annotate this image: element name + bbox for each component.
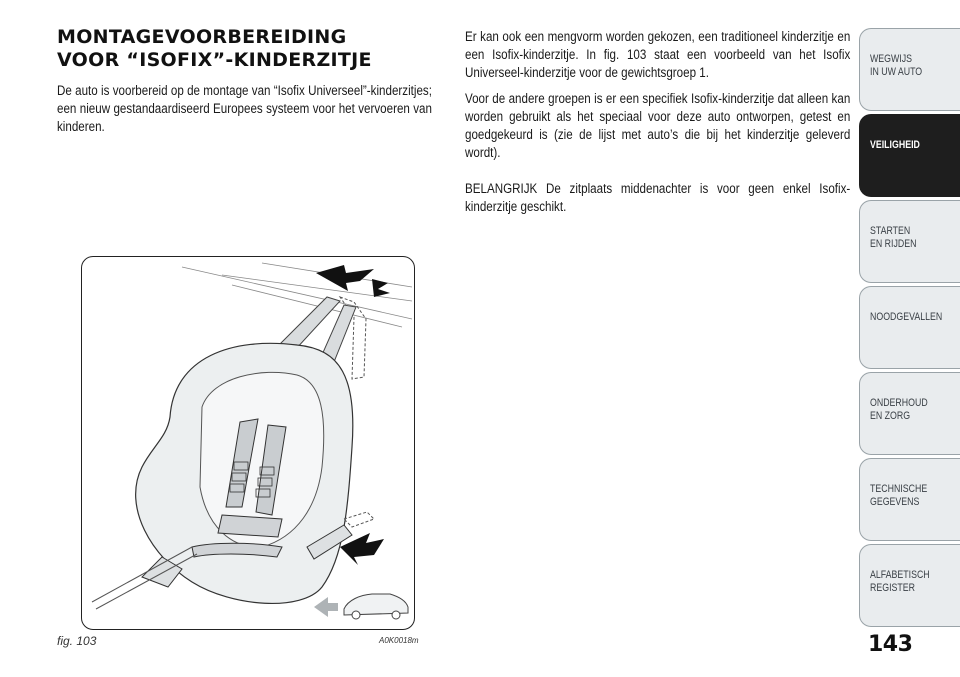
- tab-label: STARTEN EN RIJDEN: [870, 225, 917, 250]
- important-note-paragraph: BELANGRIJK De zitplaats middenachter is voor geen enkel Isofix-kinderzitje geschikt.: [465, 181, 851, 214]
- tab-label: ONDERHOUD EN ZORG: [870, 397, 928, 422]
- mixed-seat-paragraph: Er kan ook een mengvorm worden gekozen, een traditioneel kinderzitje en een Isofix-kinderzitje. In fig. 103 staat een voorbeeld van het Isofix Universeel-kinderzitje voor de gewichtsgroep 1.: [465, 29, 851, 80]
- tab-veiligheid[interactable]: [859, 114, 960, 197]
- section-title-line2: VOOR “ISOFIX”-KINDERZITJE: [57, 49, 372, 71]
- tab-label: VEILIGHEID: [870, 139, 920, 151]
- section-title: [57, 26, 437, 72]
- figure-code: A0K0018m: [379, 636, 419, 645]
- tab-starten[interactable]: [859, 200, 960, 283]
- tab-wegwijs[interactable]: [859, 28, 960, 111]
- tab-onderhoud[interactable]: [859, 372, 960, 455]
- tab-label: TECHNISCHE GEGEVENS: [870, 483, 928, 508]
- tab-alfabetisch-register[interactable]: [859, 544, 960, 627]
- tab-noodgevallen[interactable]: [859, 286, 960, 369]
- section-title-line1: MONTAGEVOORBEREIDING: [57, 26, 347, 48]
- tab-label: WEGWIJS IN UW AUTO: [870, 53, 923, 78]
- intro-paragraph: De auto is voorbereid op de montage van “Isofix Universeel”-kinderzitjes; een nieuw gestandaardiseerd Europees systeem voor het vervoeren van kinderen.: [57, 83, 432, 134]
- other-groups-paragraph: Voor de andere groepen is er een specifiek Isofix-kinderzitje dat alleen kan worden gebruikt als het speciaal voor deze auto ontworpen, getest en goedgekeurd is (zie de lijst met auto’s die bij het kinderzitje geleverd wordt).: [465, 91, 851, 160]
- figure-103-isofix-seat: [81, 256, 415, 630]
- page-number: 143: [868, 632, 913, 657]
- figure-label: fig. 103: [57, 634, 97, 648]
- tab-technische-gegevens[interactable]: [859, 458, 960, 541]
- tab-label: NOODGEVALLEN: [870, 311, 943, 323]
- tab-label: ALFABETISCH REGISTER: [870, 569, 930, 594]
